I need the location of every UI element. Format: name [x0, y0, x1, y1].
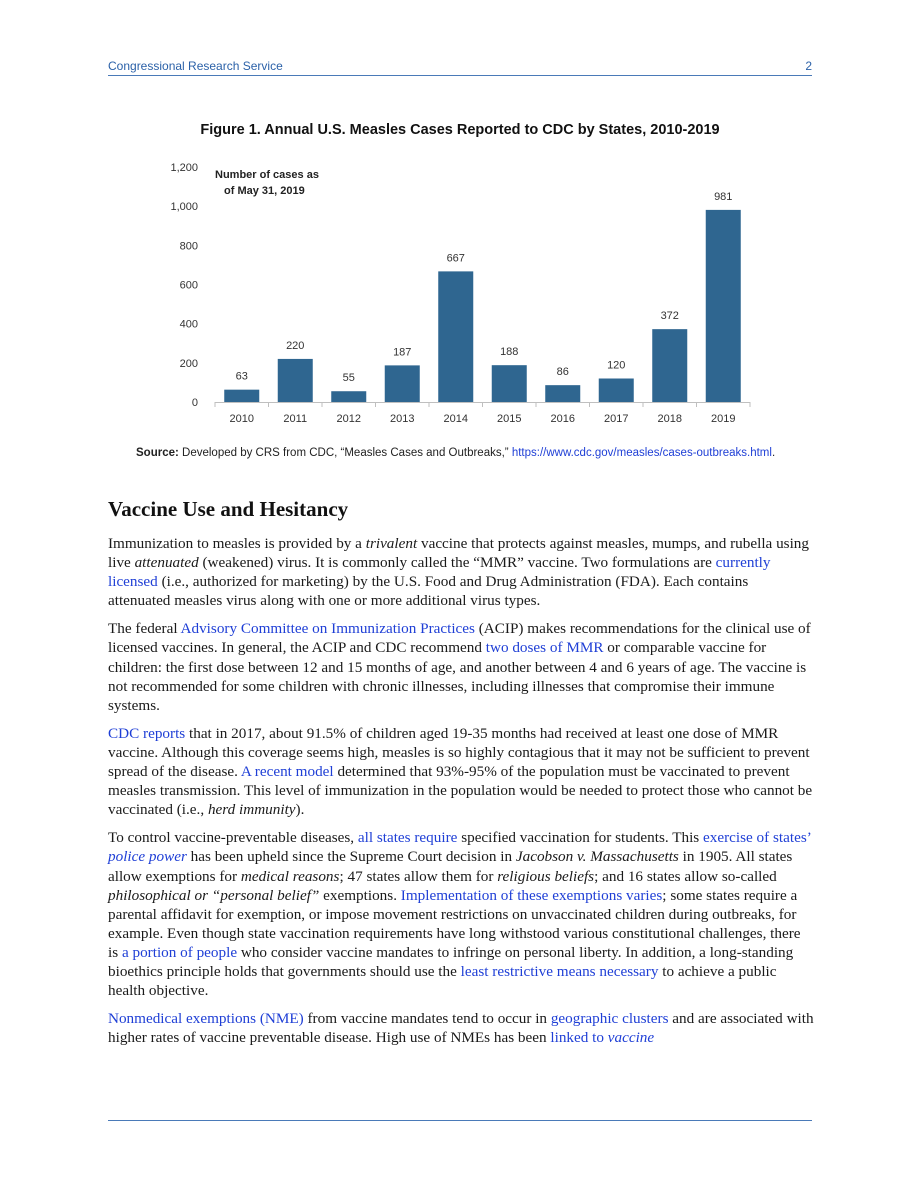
italic-text: herd immunity [207, 801, 296, 819]
source-end: . [771, 447, 776, 459]
figure-title: Figure 1. Annual U.S. Measles Cases Reported to CDC by States, 2010-2019 [200, 122, 720, 138]
body-text: to achieve a public health objective. [108, 962, 777, 1000]
footer-rule [108, 1120, 812, 1121]
body-text: determined that 93%-95% of the population must be vaccinated to prevent measles transmission. This level of immunization in the population would be needed to protect those who cannot be vaccinated (i.e., [108, 763, 813, 819]
body-text: (ACIP) makes recommendations for the clinical use of licensed vaccines. In general, the ACIP and CDC recommend [108, 620, 811, 657]
x-tick-label: 2011 [283, 413, 308, 425]
source-link[interactable]: https://www.cdc.gov/measles/cases-outbreaks.html [511, 447, 772, 459]
inline-link[interactable]: a portion of people [121, 943, 238, 961]
y-tick-label: 1,000 [170, 201, 198, 214]
bar-2015 [492, 365, 527, 402]
source-text: Developed by CRS from CDC, “Measles Cases and Outbreaks,” [178, 447, 512, 459]
body-paragraph [108, 828, 814, 1000]
page-header [108, 57, 812, 76]
body-text: that in 2017, about 91.5% of children aged 19-35 months had received at least one dose of MMR vaccine. Although this coverage seems high, measles is so highly contagious that it may not be sufficient to prevent spread of the disease. [108, 724, 810, 781]
bar-2013 [385, 365, 420, 402]
body-text: exemptions. [319, 886, 401, 904]
italic-text: philosophical or “personal belief” [108, 886, 320, 904]
x-tick-label: 2019 [711, 413, 736, 425]
x-tick-label: 2013 [390, 413, 415, 425]
data-label: 667 [446, 252, 465, 265]
inline-link[interactable]: A recent model [240, 763, 334, 781]
data-label: 372 [660, 310, 679, 323]
y-tick-label: 400 [179, 318, 198, 331]
body-text: from vaccine mandates tend to occur in [303, 1010, 551, 1028]
body-text: The federal [108, 620, 181, 638]
page-number: 2 [805, 59, 812, 73]
body-paragraph [108, 534, 814, 610]
inline-link[interactable]: linked to [550, 1029, 608, 1047]
inline-link[interactable]: CDC reports [108, 724, 186, 742]
data-label: 120 [607, 359, 626, 372]
bar-2016 [545, 385, 580, 402]
inline-link[interactable]: police power [108, 848, 187, 866]
chart-annotation: of May 31, 2019 [224, 185, 305, 197]
y-tick-label: 1,200 [170, 162, 198, 174]
body-text: specified vaccination for students. This [457, 829, 704, 847]
x-tick-label: 2017 [604, 413, 629, 425]
italic-text: attenuated [134, 554, 199, 572]
body-text: To control vaccine-preventable diseases, [108, 829, 358, 847]
inline-link[interactable]: two doses of MMR [485, 639, 604, 657]
body-text: who consider vaccine mandates to infringe on personal liberty. In addition, a long-standing bioethics principle holds that governments should use the [108, 943, 794, 980]
data-label: 86 [556, 366, 569, 379]
section-heading: Vaccine Use and Hesitancy [108, 497, 349, 521]
inline-link[interactable]: all states require [357, 829, 458, 847]
x-tick-label: 2012 [336, 413, 361, 425]
inline-link[interactable]: Nonmedical exemptions (NME) [108, 1010, 304, 1028]
body-text: (i.e., authorized for marketing) by the U.S. Food and Drug Administration (FDA). Each contains attenuated measles virus along with one or more additional virus types. [108, 573, 749, 610]
inline-link[interactable]: geographic clusters [550, 1010, 669, 1028]
italic-text: medical reasons [240, 867, 340, 885]
body-paragraph [108, 619, 814, 714]
bar-2018 [652, 329, 687, 402]
x-tick-label: 2014 [443, 413, 468, 425]
y-tick-label: 200 [179, 357, 198, 370]
x-tick-label: 2016 [550, 413, 575, 425]
data-label: 55 [342, 372, 355, 385]
body-text: ). [295, 801, 305, 819]
body-text: ; some states require a parental affidavit for exemption, or impose movement restrictions on unvaccinated children during outbreaks, for example. Even though state vaccination requirements have long withstood various constitutional challenges, there is [108, 886, 801, 961]
x-tick-label: 2015 [497, 413, 522, 425]
inline-link[interactable]: exercise of states’ [703, 829, 811, 847]
body-text: ; 47 states allow them for [339, 867, 498, 885]
data-label: 187 [393, 346, 412, 359]
figure-source [136, 445, 776, 461]
inline-link[interactable]: currently licensed [108, 554, 771, 591]
italic-text: Jacobson v. Massachusetts [515, 848, 679, 866]
bar-2019 [706, 210, 741, 402]
body-text: or comparable vaccine for children: the first dose between 12 and 15 months of age, and another between 4 and 6 years of age. The vaccine is not recommended for some children with chronic illnesses, including illnesses that compromise their immune systems. [108, 639, 807, 714]
chart-annotation: Number of cases as [215, 169, 319, 181]
x-tick-label: 2018 [657, 413, 682, 425]
body-text: (weakened) virus. It is commonly called the “MMR” vaccine. Two formulations are [198, 554, 716, 572]
source-label: Source: [136, 447, 179, 459]
data-label: 220 [286, 339, 305, 352]
y-tick-label: 0 [191, 397, 198, 409]
body-text: vaccine that protects against measles, mumps, and rubella using live [108, 535, 809, 572]
bar-2010 [224, 390, 259, 402]
body-text: Immunization to measles is provided by a [108, 535, 366, 552]
y-tick-label: 600 [179, 279, 198, 292]
body-text: ; and 16 states allow so-called [594, 867, 777, 885]
inline-link[interactable]: Advisory Committee on Immunization Practices [180, 620, 475, 638]
inline-link[interactable]: Implementation of these exemptions varies [400, 886, 663, 904]
body-text: has been upheld since the Supreme Court decision in [186, 848, 516, 866]
bar-2011 [278, 359, 313, 402]
body-paragraph [108, 1009, 814, 1047]
data-label: 63 [235, 370, 248, 383]
x-tick-label: 2010 [229, 413, 254, 425]
y-tick-label: 800 [179, 240, 198, 253]
bar-2014 [438, 271, 473, 402]
italic-text: religious beliefs [497, 867, 595, 885]
inline-link[interactable]: vaccine [607, 1029, 655, 1047]
data-label: 188 [500, 346, 519, 359]
italic-text: trivalent [365, 535, 418, 552]
section-body [108, 534, 814, 1056]
data-label: 981 [714, 190, 733, 203]
bar-2017 [599, 379, 634, 403]
body-text: and are associated with higher rates of vaccine preventable disease. High use of NMEs has been [108, 1010, 814, 1047]
inline-link[interactable]: least restrictive means necessary [460, 962, 659, 980]
header-organization: Congressional Research Service [108, 59, 283, 73]
body-paragraph [108, 724, 814, 819]
body-text: in 1905. All states allow exemptions for [108, 848, 793, 885]
bar-2012 [331, 391, 366, 402]
measles-bar-chart [160, 152, 760, 432]
